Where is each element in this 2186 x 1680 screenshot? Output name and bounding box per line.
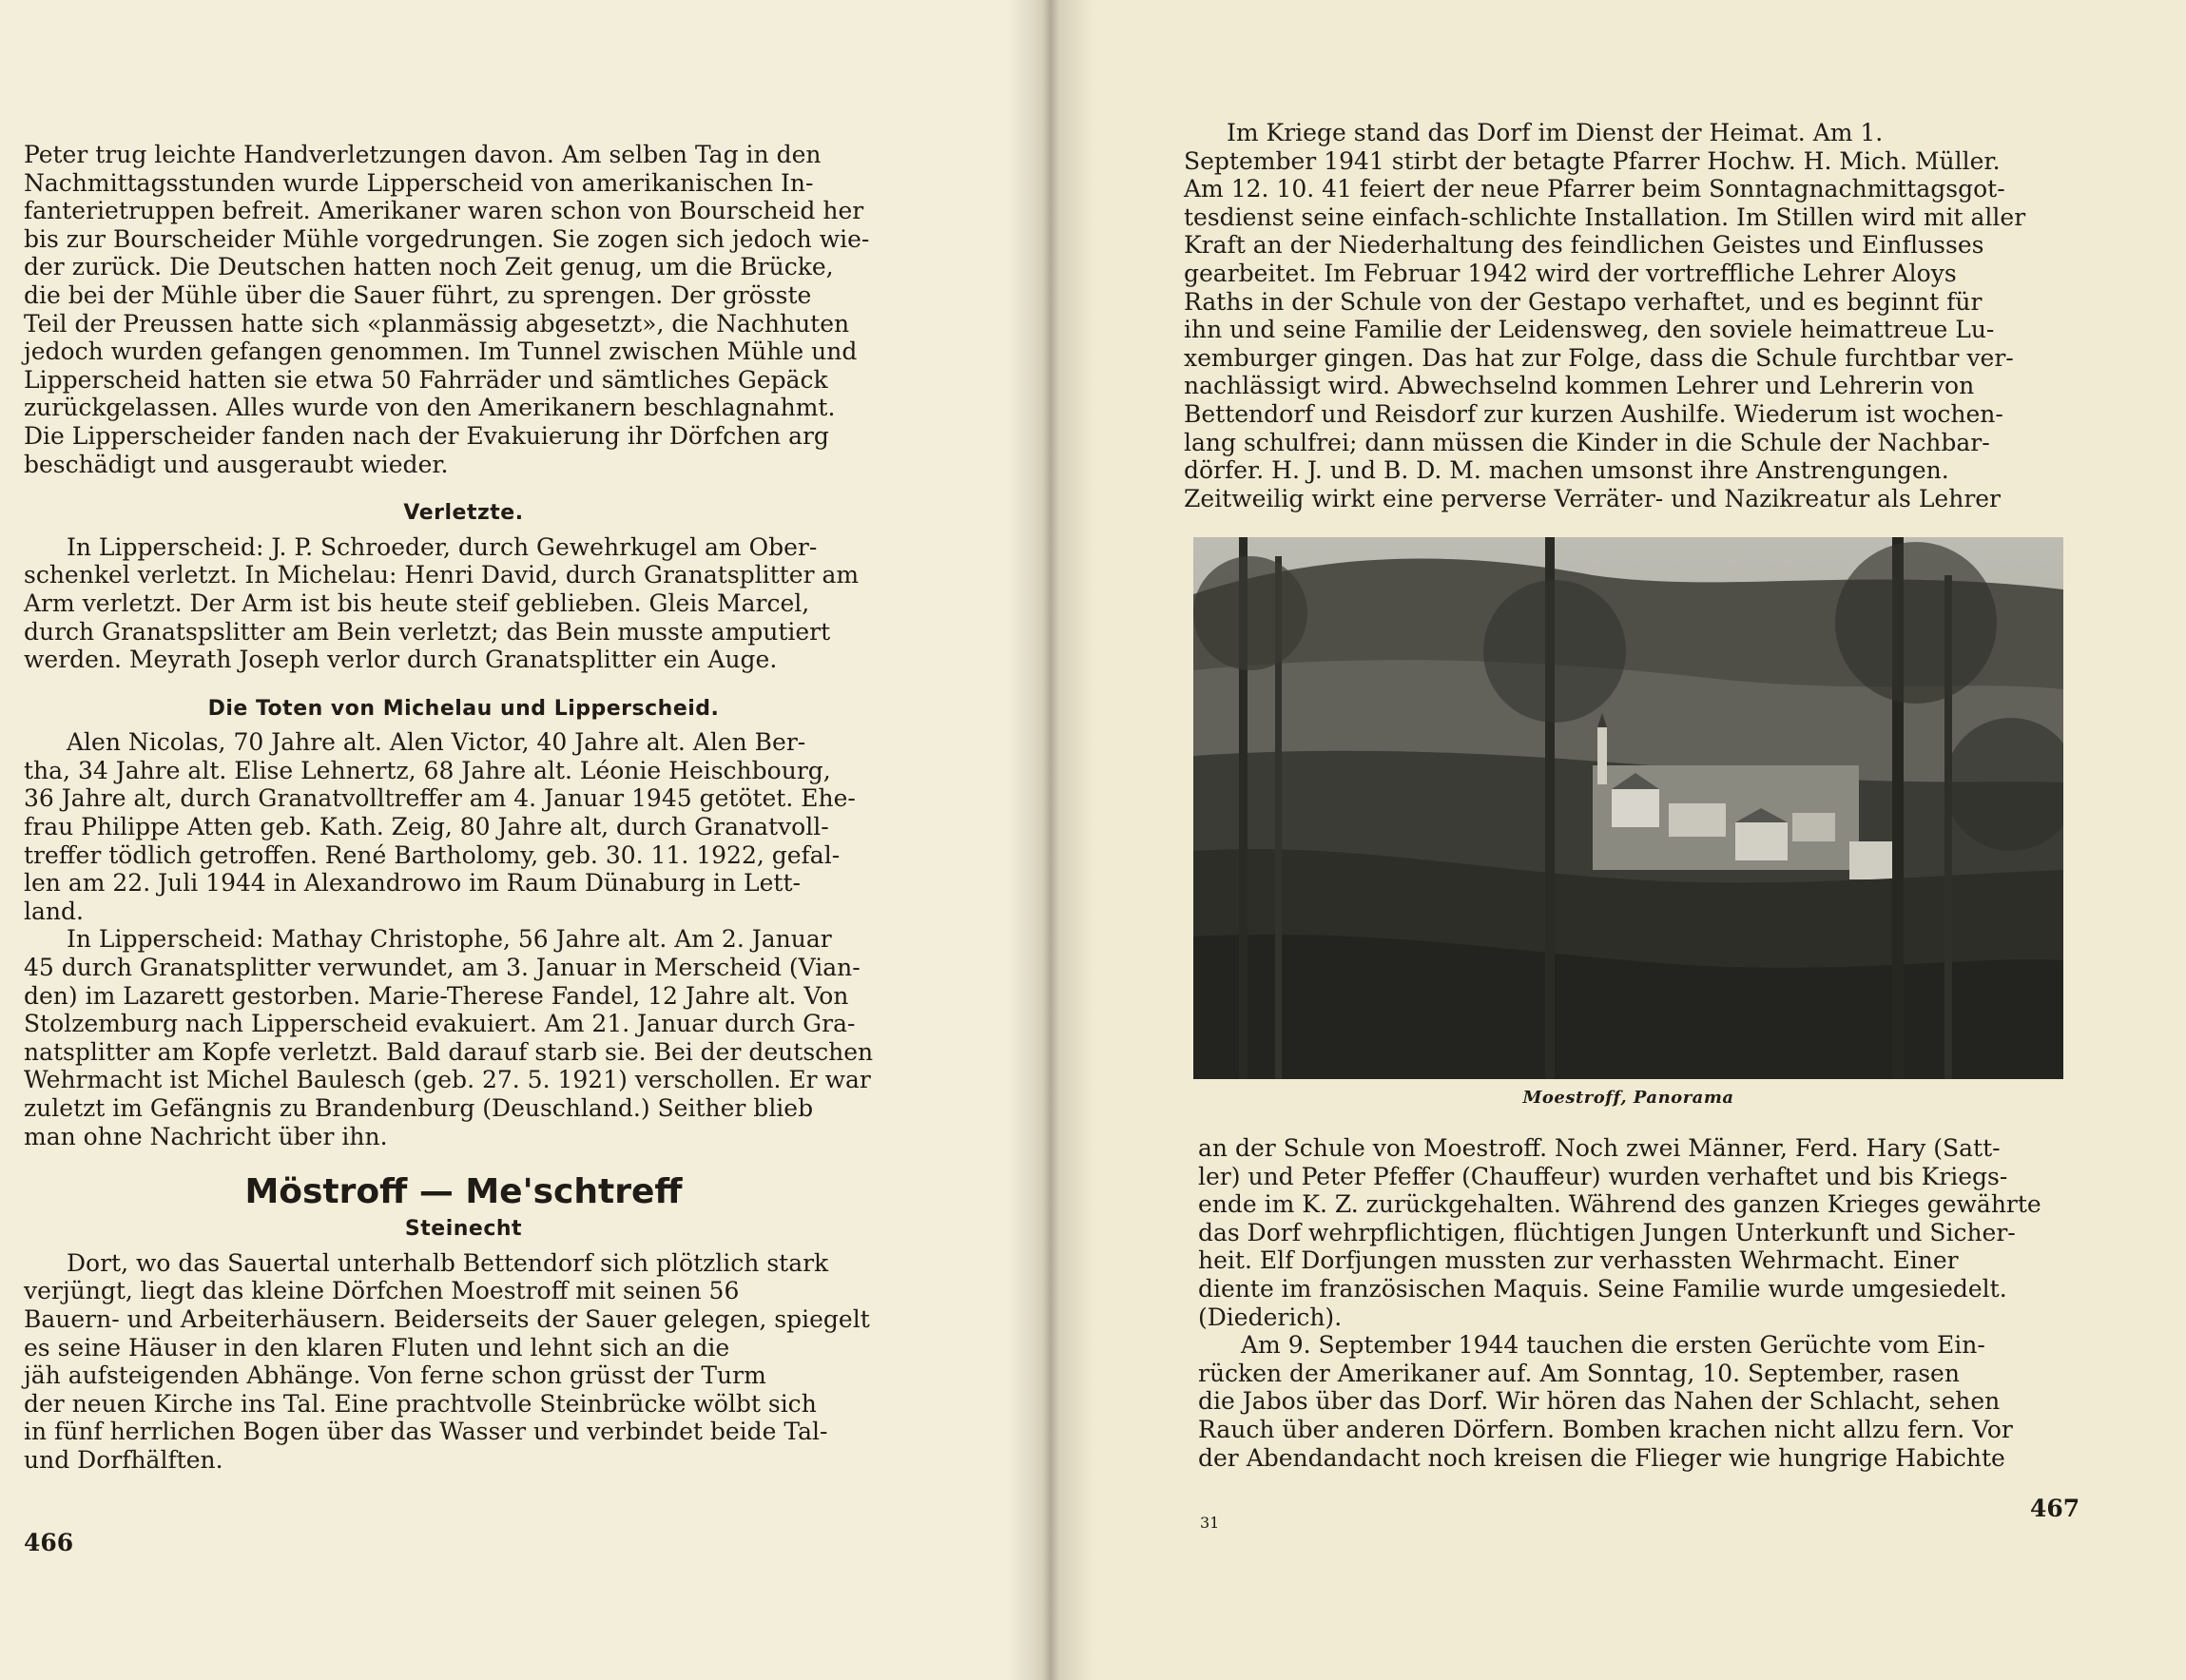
- text-line: Rauch über anderen Dörfern. Bomben krachen nicht allzu fern. Vor: [1198, 1415, 2013, 1443]
- text-line: es seine Häuser in den klaren Fluten und lehnt sich an die: [24, 1333, 730, 1361]
- figure-caption: Moestroff, Panorama: [1522, 1088, 1734, 1108]
- text-line: Bettendorf und Reisdorf zur kurzen Aushilfe. Wiederum ist wochen-: [1184, 399, 2003, 428]
- paragraph-arrests: [1198, 1134, 2149, 1331]
- text-line: bis zur Bourscheider Mühle vorgedrungen. Sie zogen sich jedoch wie-: [24, 224, 870, 253]
- text-line: Teil der Preussen hatte sich «planmässig abgesetzt», die Nachhuten: [24, 309, 850, 338]
- text-line: fanterietruppen befreit. Amerikaner waren schon von Bourscheid her: [24, 197, 864, 225]
- moestroff-panorama-photo: [1193, 537, 2063, 1079]
- text-line: jäh aufsteigenden Abhänge. Von ferne schon grüsst der Turm: [24, 1361, 766, 1390]
- text-line: 45 durch Granatsplitter verwundet, am 3. Januar in Merscheid (Vian-: [24, 954, 861, 982]
- text-line: Raths in der Schule von der Gestapo verhaftet, und es beginnt für: [1184, 287, 1983, 316]
- paragraph-injured: [24, 533, 903, 674]
- text-line: natsplitter am Kopfe verletzt. Bald darauf starb sie. Bei der deutschen: [24, 1037, 874, 1066]
- section-heading-dead: Die Toten von Michelau und Lipperscheid.: [207, 696, 720, 721]
- text-line: das Dorf wehrpflichtigen, flüchtigen Jungen Unterkunft und Sicher-: [1198, 1218, 2016, 1246]
- text-line: Arm verletzt. Der Arm ist bis heute steif geblieben. Gleis Marcel,: [24, 589, 810, 617]
- paragraph-dead-michelau: [24, 728, 903, 925]
- text-line: der Abendandacht noch kreisen die Flieger wie hungrige Habichte: [1198, 1443, 2005, 1472]
- section-heading-injured: Verletzte.: [403, 501, 524, 526]
- text-line: den) im Lazarett gestorben. Marie-Therese Fandel, 12 Jahre alt. Von: [24, 981, 849, 1010]
- text-line: In Lipperscheid: Mathay Christophe, 56 Jahre alt. Am 2. Januar: [67, 925, 832, 954]
- right-text-column-top: [1184, 119, 2149, 512]
- text-line: In Lipperscheid: J. P. Schroeder, durch Gewehrkugel am Ober-: [67, 532, 818, 561]
- text-line: (Diederich).: [1198, 1303, 1343, 1331]
- text-line: die bei der Mühle über die Sauer führt, zu sprengen. Der grösste: [24, 280, 812, 309]
- paragraph-lipperscheid-liberation: [24, 141, 903, 478]
- text-line: man ohne Nachricht über ihn.: [24, 1122, 388, 1150]
- text-line: werden. Meyrath Joseph verlor durch Granatsplitter ein Auge.: [24, 646, 778, 674]
- text-line: Stolzemburg nach Lipperscheid evakuiert. Am 21. Januar durch Gra-: [24, 1010, 856, 1038]
- text-line: an der Schule von Moestroff. Noch zwei Männer, Ferd. Hary (Satt-: [1198, 1134, 2001, 1162]
- book-gutter: [1008, 0, 1093, 1680]
- paragraph-dead-lipperscheid: [24, 925, 903, 1150]
- text-line: beschädigt und ausgeraubt wieder.: [24, 450, 449, 478]
- text-line: jedoch wurden gefangen genommen. Im Tunnel zwischen Mühle und: [24, 338, 858, 366]
- text-line: ihn und seine Familie der Leidensweg, den soviele heimattreue Lu-: [1184, 316, 1995, 344]
- text-line: schenkel verletzt. In Michelau: Henri David, durch Granatsplitter am: [24, 561, 860, 589]
- text-line: ler) und Peter Pfeffer (Chauffeur) wurden verhaftet und bis Kriegs-: [1198, 1162, 2008, 1190]
- page-number-right: 467: [2030, 1495, 2080, 1522]
- right-text-column-bottom: [1198, 1134, 2149, 1472]
- page-number-left: 466: [24, 1529, 74, 1556]
- text-line: dörfer. H. J. und B. D. M. machen umsonst ihre Anstrengungen.: [1184, 456, 1949, 485]
- text-line: Wehrmacht ist Michel Baulesch (geb. 27. 5. 1921) verschollen. Er war: [24, 1066, 871, 1094]
- text-line: September 1941 stirbt der betagte Pfarrer Hochw. H. Mich. Müller.: [1184, 146, 2001, 175]
- left-page: [0, 0, 1036, 1680]
- text-line: zuletzt im Gefängnis zu Brandenburg (Deuschland.) Seither blieb: [24, 1094, 814, 1122]
- text-line: verjüngt, liegt das kleine Dörfchen Moestroff mit seinen 56: [24, 1277, 740, 1305]
- paragraph-village-intro: [24, 1249, 903, 1475]
- text-line: Die Lipperscheider fanden nach der Evakuierung ihr Dörfchen arg: [24, 421, 829, 450]
- text-line: diente im französischen Maquis. Seine Familie wurde umgesiedelt.: [1198, 1274, 2007, 1303]
- text-line: Am 12. 10. 41 feiert der neue Pfarrer beim Sonntagnachmittagsgot-: [1184, 175, 2005, 203]
- text-line: Dort, wo das Sauertal unterhalb Bettendorf sich plötzlich stark: [67, 1248, 829, 1277]
- text-line: Peter trug leichte Handverletzungen davon. Am selben Tag in den: [24, 141, 822, 168]
- text-line: lang schulfrei; dann müssen die Kinder in die Schule der Nachbar-: [1184, 428, 1990, 456]
- text-line: der zurück. Die Deutschen hatten noch Zeit genug, um die Brücke,: [24, 253, 834, 281]
- text-line: xemburger gingen. Das hat zur Folge, dass die Schule furchtbar ver-: [1184, 343, 2014, 372]
- left-text-column: [24, 141, 903, 1475]
- text-line: nachlässigt wird. Abwechselnd kommen Lehrer und Lehrerin von: [1184, 372, 1975, 400]
- text-line: Bauern- und Arbeiterhäusern. Beiderseits der Sauer gelegen, spiegelt: [24, 1304, 870, 1333]
- text-line: land.: [24, 897, 84, 925]
- text-line: ende im K. Z. zurückgehalten. Während des ganzen Krieges gewährte: [1198, 1190, 2041, 1219]
- village-heading: Möstroff — Me'schtreff: [244, 1172, 683, 1212]
- text-line: heit. Elf Dorfjungen mussten zur verhassten Wehrmacht. Einer: [1198, 1246, 1959, 1275]
- paragraph-war-period: [1184, 119, 2149, 512]
- text-line: frau Philippe Atten geb. Kath. Zeig, 80 Jahre alt, durch Granatvoll-: [24, 813, 829, 841]
- text-line: tha, 34 Jahre alt. Elise Lehnertz, 68 Jahre alt. Léonie Heischbourg,: [24, 756, 831, 784]
- text-line: Zeitweilig wirkt eine perverse Verräter- und Nazikreatur als Lehrer: [1184, 484, 2002, 512]
- paragraph-liberation-rumors: [1198, 1331, 2149, 1472]
- text-line: die Jabos über das Dorf. Wir hören das Nahen der Schlacht, sehen: [1198, 1387, 2001, 1416]
- text-line: Alen Nicolas, 70 Jahre alt. Alen Victor, 40 Jahre alt. Alen Ber-: [67, 728, 806, 757]
- text-line: Im Kriege stand das Dorf im Dienst der Heimat. Am 1.: [1227, 119, 1884, 146]
- text-line: und Dorfhälften.: [24, 1445, 223, 1474]
- text-line: in fünf herrlichen Bogen über das Wasser und verbindet beide Tal-: [24, 1418, 828, 1446]
- text-line: Nachmittagsstunden wurde Lipperscheid von amerikanischen In-: [24, 168, 814, 197]
- text-line: Kraft an der Niederhaltung des feindlichen Geistes und Einflusses: [1184, 231, 1984, 260]
- text-line: len am 22. Juli 1944 in Alexandrowo im Raum Dünaburg in Lett-: [24, 869, 801, 898]
- text-line: Lipperscheid hatten sie etwa 50 Fahrräder und sämtliches Gepäck: [24, 365, 828, 394]
- text-line: treffer tödlich getroffen. René Bartholomy, geb. 30. 11. 1922, gefal-: [24, 840, 841, 869]
- text-line: zurückgelassen. Alles wurde von den Amerikanern beschlagnahmt.: [24, 394, 836, 422]
- photo-illustration: [1193, 537, 2063, 1079]
- text-line: der neuen Kirche ins Tal. Eine prachtvolle Steinbrücke wölbt sich: [24, 1389, 817, 1418]
- text-line: rücken der Amerikaner auf. Am Sonntag, 10. September, rasen: [1198, 1359, 1960, 1387]
- text-line: gearbeitet. Im Februar 1942 wird der vortreffliche Lehrer Aloys: [1184, 259, 1957, 287]
- text-line: Am 9. September 1944 tauchen die ersten Gerüchte vom Ein-: [1241, 1331, 1985, 1360]
- text-line: tesdienst seine einfach-schlichte Installation. Im Stillen wird mit aller: [1184, 203, 2026, 231]
- signature-mark: 31: [1200, 1514, 1220, 1532]
- text-line: durch Granatspslitter am Bein verletzt; das Bein musste amputiert: [24, 617, 831, 646]
- village-subheading: Steinecht: [404, 1217, 523, 1242]
- text-line: 36 Jahre alt, durch Granatvolltreffer am 4. Januar 1945 getötet. Ehe-: [24, 784, 856, 813]
